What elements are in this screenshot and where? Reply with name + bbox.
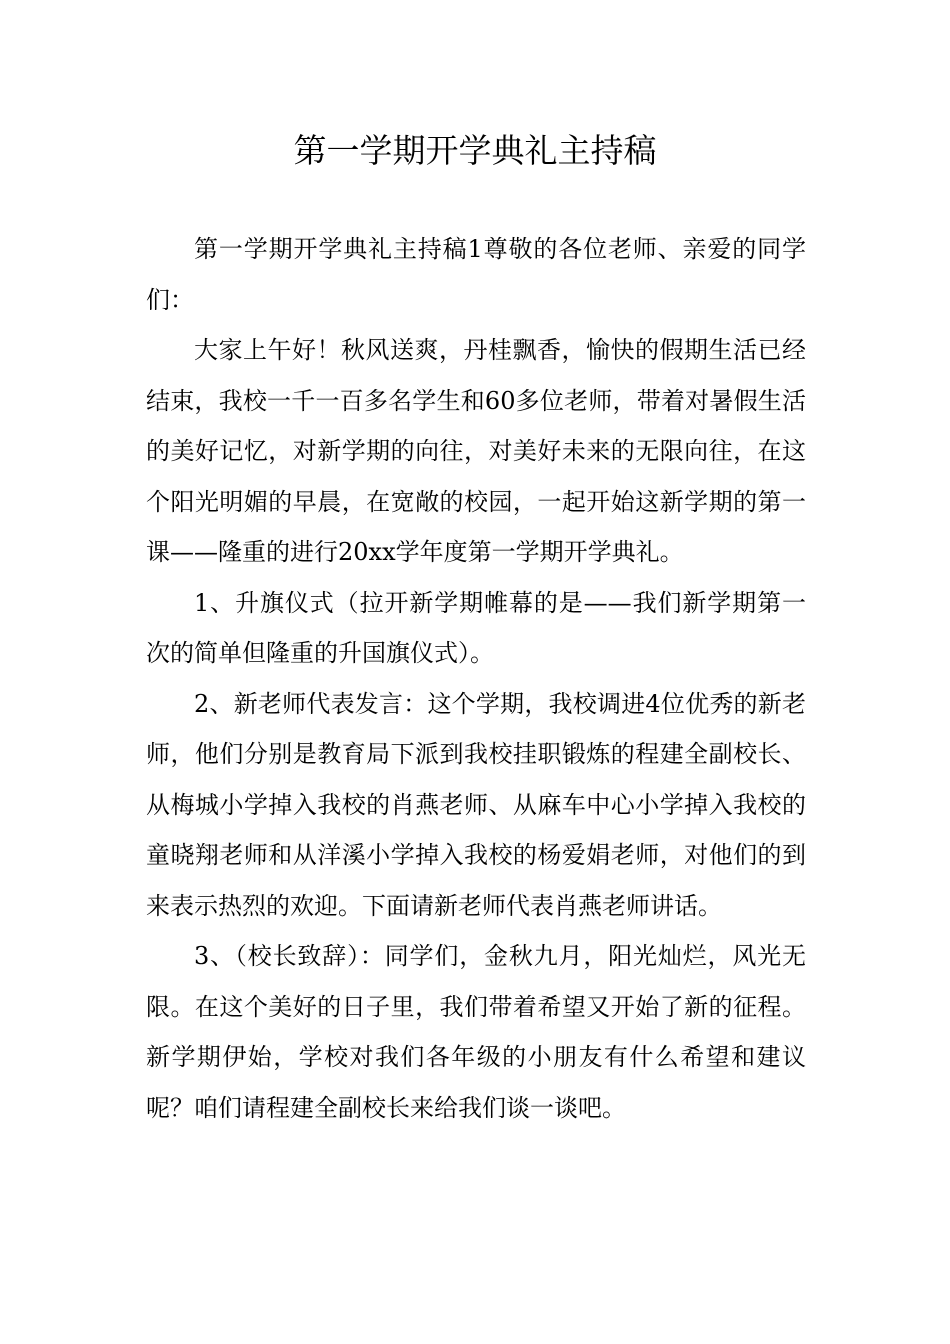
paragraph-principal-speech: 3、（校长致辞）：同学们，金秋九月，阳光灿烂，风光无限。在这个美好的日子里，我们带着希望又开始了新的征程。新学期伊始，学校对我们各年级的小朋友有什么希望和建议呢？咱们请程建全副校长来给我们谈一谈吧。 xyxy=(146,942,806,1122)
document-title: 第一学期开学典礼主持稿 xyxy=(293,131,657,170)
paragraph-greeting: 第一学期开学典礼主持稿1尊敬的各位老师、亲爱的同学们： xyxy=(146,235,806,314)
paragraph-opening: 大家上午好！秋风送爽，丹桂飘香，愉快的假期生活已经结束，我校一千一百多名学生和60多位老师，带着对暑假生活的美好记忆，对新学期的向往，对美好未来的无限向往，在这个阳光明媚的早晨，在宽敞的校园，一起开始这新学期的第一课——隆重的进行20xx学年度第一学期开学典礼。 xyxy=(146,336,806,566)
document-body xyxy=(146,224,806,1133)
paragraph-flag-ceremony: 1、升旗仪式（拉开新学期帷幕的是——我们新学期第一次的简单但隆重的升国旗仪式）。 xyxy=(146,588,806,667)
paragraph-new-teachers: 2、新老师代表发言：这个学期，我校调进4位优秀的新老师，他们分别是教育局下派到我校挂职锻炼的程建全副校长、从梅城小学掉入我校的肖燕老师、从麻车中心小学掉入我校的童晓翔老师和从洋溪小学掉入我校的杨爱娟老师，对他们的到来表示热烈的欢迎。下面请新老师代表肖燕老师讲话。 xyxy=(146,689,806,920)
